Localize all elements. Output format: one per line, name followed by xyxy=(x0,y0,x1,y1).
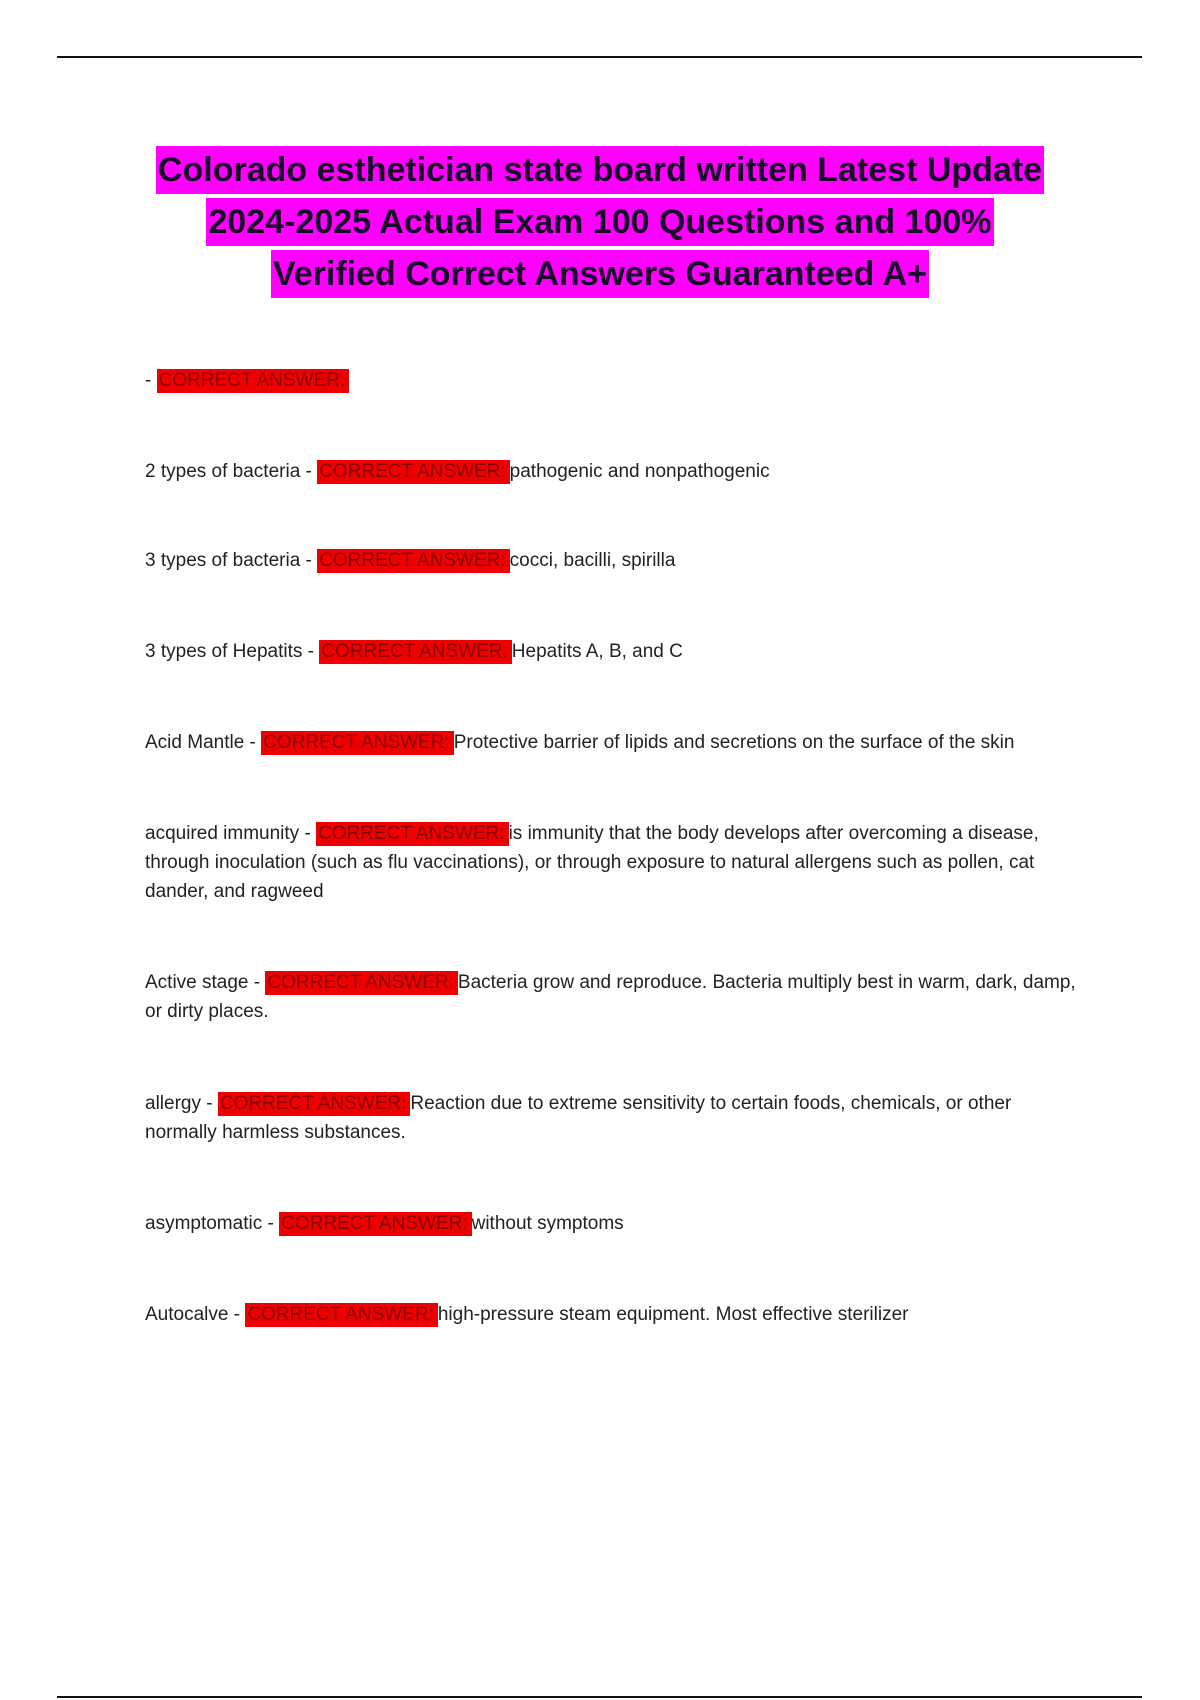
correct-answer-label: CORRECT ANSWER: xyxy=(245,1303,438,1327)
qa-term: Active stage xyxy=(145,972,249,993)
qa-term: Acid Mantle xyxy=(145,732,245,753)
qa-answer: high-pressure steam equipment. Most effective sterilizer xyxy=(437,1304,909,1325)
title-line-2: 2024-2025 Actual Exam 100 Questions and 100% xyxy=(206,198,993,246)
qa-term: asymptomatic xyxy=(145,1213,263,1234)
qa-separator: - xyxy=(302,641,320,662)
qa-answer: pathogenic and nonpathogenic xyxy=(509,461,770,482)
qa-item xyxy=(145,1209,1085,1238)
qa-term: 3 types of bacteria xyxy=(145,550,301,571)
qa-item xyxy=(145,819,1085,906)
title-line-1: Colorado esthetician state board written Latest Update xyxy=(156,146,1044,194)
correct-answer-label: CORRECT ANSWER: xyxy=(317,460,510,484)
document-title xyxy=(100,144,1100,300)
qa-item xyxy=(145,1300,1085,1329)
correct-answer-label: CORRECT ANSWER: xyxy=(319,640,512,664)
qa-item xyxy=(145,457,1085,486)
qa-term: Autocalve xyxy=(145,1304,229,1325)
qa-answer: Hepatits A, B, and C xyxy=(511,641,683,662)
qa-term: acquired immunity xyxy=(145,823,300,844)
correct-answer-label: CORRECT ANSWER: xyxy=(316,822,509,846)
qa-separator: - xyxy=(299,823,317,844)
qa-separator: - xyxy=(228,1304,246,1325)
qa-item xyxy=(145,546,1085,575)
correct-answer-label: CORRECT ANSWER: xyxy=(317,549,510,573)
qa-item xyxy=(145,728,1085,757)
qa-term: 3 types of Hepatits xyxy=(145,641,303,662)
qa-separator: - xyxy=(300,550,318,571)
correct-answer-label: CORRECT ANSWER: xyxy=(157,369,350,393)
qa-separator: - xyxy=(262,1213,280,1234)
correct-answer-label: CORRECT ANSWER: xyxy=(265,971,458,995)
qa-separator: - xyxy=(300,461,318,482)
qa-answer: Protective barrier of lipids and secretions on the surface of the skin xyxy=(453,732,1015,753)
qa-separator: - xyxy=(244,732,262,753)
correct-answer-label: CORRECT ANSWER: xyxy=(218,1092,411,1116)
qa-item xyxy=(145,1089,1085,1147)
qa-answer: cocci, bacilli, spirilla xyxy=(509,550,676,571)
correct-answer-label: CORRECT ANSWER: xyxy=(279,1212,472,1236)
qa-answer: Reaction due to extreme sensitivity to certain foods, chemicals, or other normally harmless substances. xyxy=(145,1093,1012,1143)
qa-answer: is immunity that the body develops after overcoming a disease, through inoculation (such as flu vaccinations), or through exposure to natural allergens such as pollen, cat dander, and ragweed xyxy=(145,823,1039,902)
header-rule xyxy=(57,56,1142,58)
qa-separator: - xyxy=(145,370,157,391)
qa-separator: - xyxy=(248,972,266,993)
qa-answer: Bacteria grow and reproduce. Bacteria multiply best in warm, dark, damp, or dirty places. xyxy=(145,972,1076,1022)
qa-term: 2 types of bacteria xyxy=(145,461,301,482)
qa-term: allergy xyxy=(145,1093,201,1114)
title-line-3: Verified Correct Answers Guaranteed A+ xyxy=(271,250,929,298)
qa-item xyxy=(145,637,1085,666)
footer-rule xyxy=(57,1696,1142,1698)
qa-separator: - xyxy=(200,1093,218,1114)
qa-item xyxy=(145,968,1085,1026)
qa-item xyxy=(145,366,1085,395)
qa-answer: without symptoms xyxy=(471,1213,624,1234)
correct-answer-label: CORRECT ANSWER: xyxy=(261,731,454,755)
